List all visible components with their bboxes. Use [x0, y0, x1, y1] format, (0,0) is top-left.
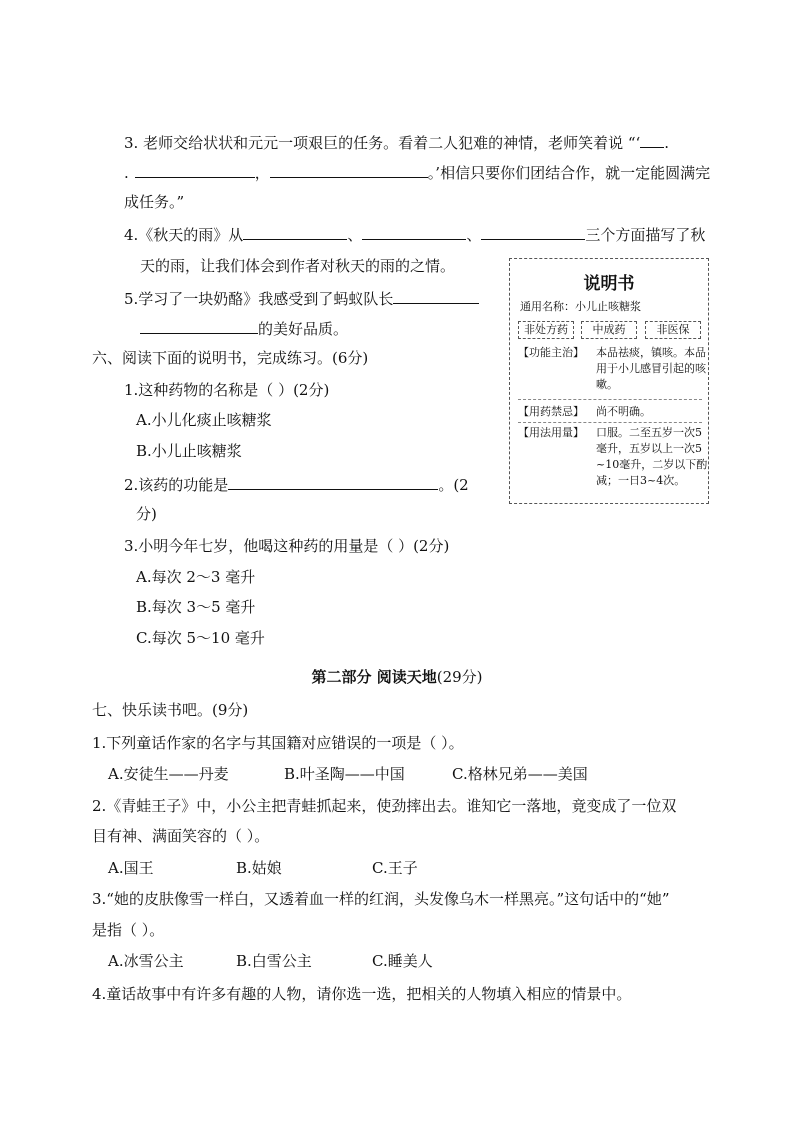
- answer-blank[interactable]: [481, 224, 585, 240]
- answer-blank[interactable]: [140, 318, 258, 334]
- answer-blank[interactable]: [135, 162, 255, 178]
- row-value: 尚不明确。: [596, 405, 651, 418]
- s7-q2-line1: 2.《青蛙王子》中，小公主把青蛙抓起来，使劲摔出去。谁知它一落地，竟变成了一位双: [92, 797, 677, 815]
- s6-q1-option-b[interactable]: B.小儿止咳糖浆: [136, 442, 242, 460]
- tag-tcm: 中成药: [581, 321, 637, 339]
- manual-row-dosage: [518, 425, 708, 495]
- manual-row-function: [518, 345, 706, 397]
- row-key: 【用药禁忌】: [518, 405, 584, 418]
- row-key: 【功能主治】: [518, 346, 584, 359]
- answer-blank[interactable]: [362, 224, 466, 240]
- q3-line2: . ， 。’相信只要你们团结合作，就一定能圆满完: [124, 164, 711, 182]
- s7-q3-line1: 3.“她的皮肤像雪一样白，又透着血一样的红润，头发像乌木一样黑亮。”这句话中的“她”: [92, 890, 670, 908]
- s6-q2: 2.该药的功能是 。(2: [124, 476, 469, 494]
- s6-q1: 1.这种药物的名称是（ ）(2分): [124, 381, 330, 399]
- q4-line1: 4.《秋天的雨》从 、 、 三个方面描写了秋: [124, 226, 706, 244]
- row-value: 口服。二至五岁一次5毫升，五岁以上一次5~10毫升，二岁以下酌减；一日3~4次。: [596, 426, 708, 487]
- answer-blank[interactable]: [243, 224, 347, 240]
- answer-blank[interactable]: [228, 474, 438, 490]
- s7-q2-option-b[interactable]: B.姑娘: [236, 859, 282, 877]
- q5-line1: 5.学习了一块奶酪》我感受到了蚂蚁队长: [124, 288, 479, 309]
- q5-line2: 的美好品质。: [140, 318, 348, 339]
- s7-q2-option-a[interactable]: A.国王: [108, 859, 154, 877]
- row-value: 本品祛痰，镇咳。本品用于小儿感冒引起的咳嗽。: [596, 346, 706, 391]
- s7-q1: 1.下列童话作家的名字与其国籍对应错误的一项是（ ）。: [92, 734, 464, 752]
- s7-q3-option-a[interactable]: A.冰雪公主: [108, 952, 184, 970]
- manual-generic-name: 通用名称：小儿止咳糖浆: [520, 300, 641, 313]
- s7-q2-option-c[interactable]: C.王子: [372, 859, 418, 877]
- s7-q1-option-c[interactable]: C.格林兄弟——美国: [452, 765, 588, 783]
- tag-non-insurance: 非医保: [645, 321, 701, 339]
- s7-q1-option-b[interactable]: B.叶圣陶——中国: [284, 765, 405, 783]
- s6-q3: 3.小明今年七岁，他喝这种药的用量是（ ）(2分): [124, 537, 450, 555]
- s7-q4: 4.童话故事中有许多有趣的人物，请你选一选，把相关的人物填入相应的情景中。: [92, 985, 632, 1003]
- s6-q3-option-a[interactable]: A.每次 2～3 毫升: [136, 568, 256, 586]
- q4-line2: 天的雨，让我们体会到作者对秋天的雨的之情。: [140, 257, 456, 275]
- row-key: 【用法用量】: [518, 426, 584, 439]
- medicine-manual: [509, 258, 709, 504]
- s7-q2-line2: 目有神、满面笑容的（ ）。: [92, 827, 270, 845]
- s7-q1-option-a[interactable]: A.安徒生——丹麦: [108, 765, 229, 783]
- s6-q3-option-c[interactable]: C.每次 5～10 毫升: [136, 629, 265, 647]
- manual-title: 说明书: [583, 274, 635, 294]
- s6-q2-cont: 分): [136, 505, 157, 523]
- section7-heading: 七、快乐读书吧。(9分): [92, 701, 249, 719]
- answer-blank[interactable]: [640, 132, 664, 148]
- part2-title: 第二部分 阅读天地(29分): [311, 668, 483, 686]
- section6-heading: 六、阅读下面的说明书，完成练习。(6分): [92, 349, 369, 367]
- divider: [518, 422, 702, 423]
- s7-q3-line2: 是指（ ）。: [92, 921, 165, 939]
- divider: [518, 399, 702, 400]
- s6-q3-option-b[interactable]: B.每次 3～5 毫升: [136, 598, 256, 616]
- q3-line3: 成任务。”: [124, 193, 185, 211]
- tag-otc: 非处方药: [518, 321, 574, 339]
- s6-q1-option-a[interactable]: A.小儿化痰止咳糖浆: [136, 411, 272, 429]
- s7-q3-option-b[interactable]: B.白雪公主: [236, 952, 312, 970]
- s7-q3-option-c[interactable]: C.睡美人: [372, 952, 433, 970]
- manual-row-contraindication: [518, 404, 702, 422]
- answer-blank[interactable]: [393, 288, 479, 304]
- q3-line1: 3. 老师交给状状和元元一项艰巨的任务。看着二人犯难的神情，老师笑着说 “‘ .: [124, 134, 670, 152]
- answer-blank[interactable]: [270, 162, 428, 178]
